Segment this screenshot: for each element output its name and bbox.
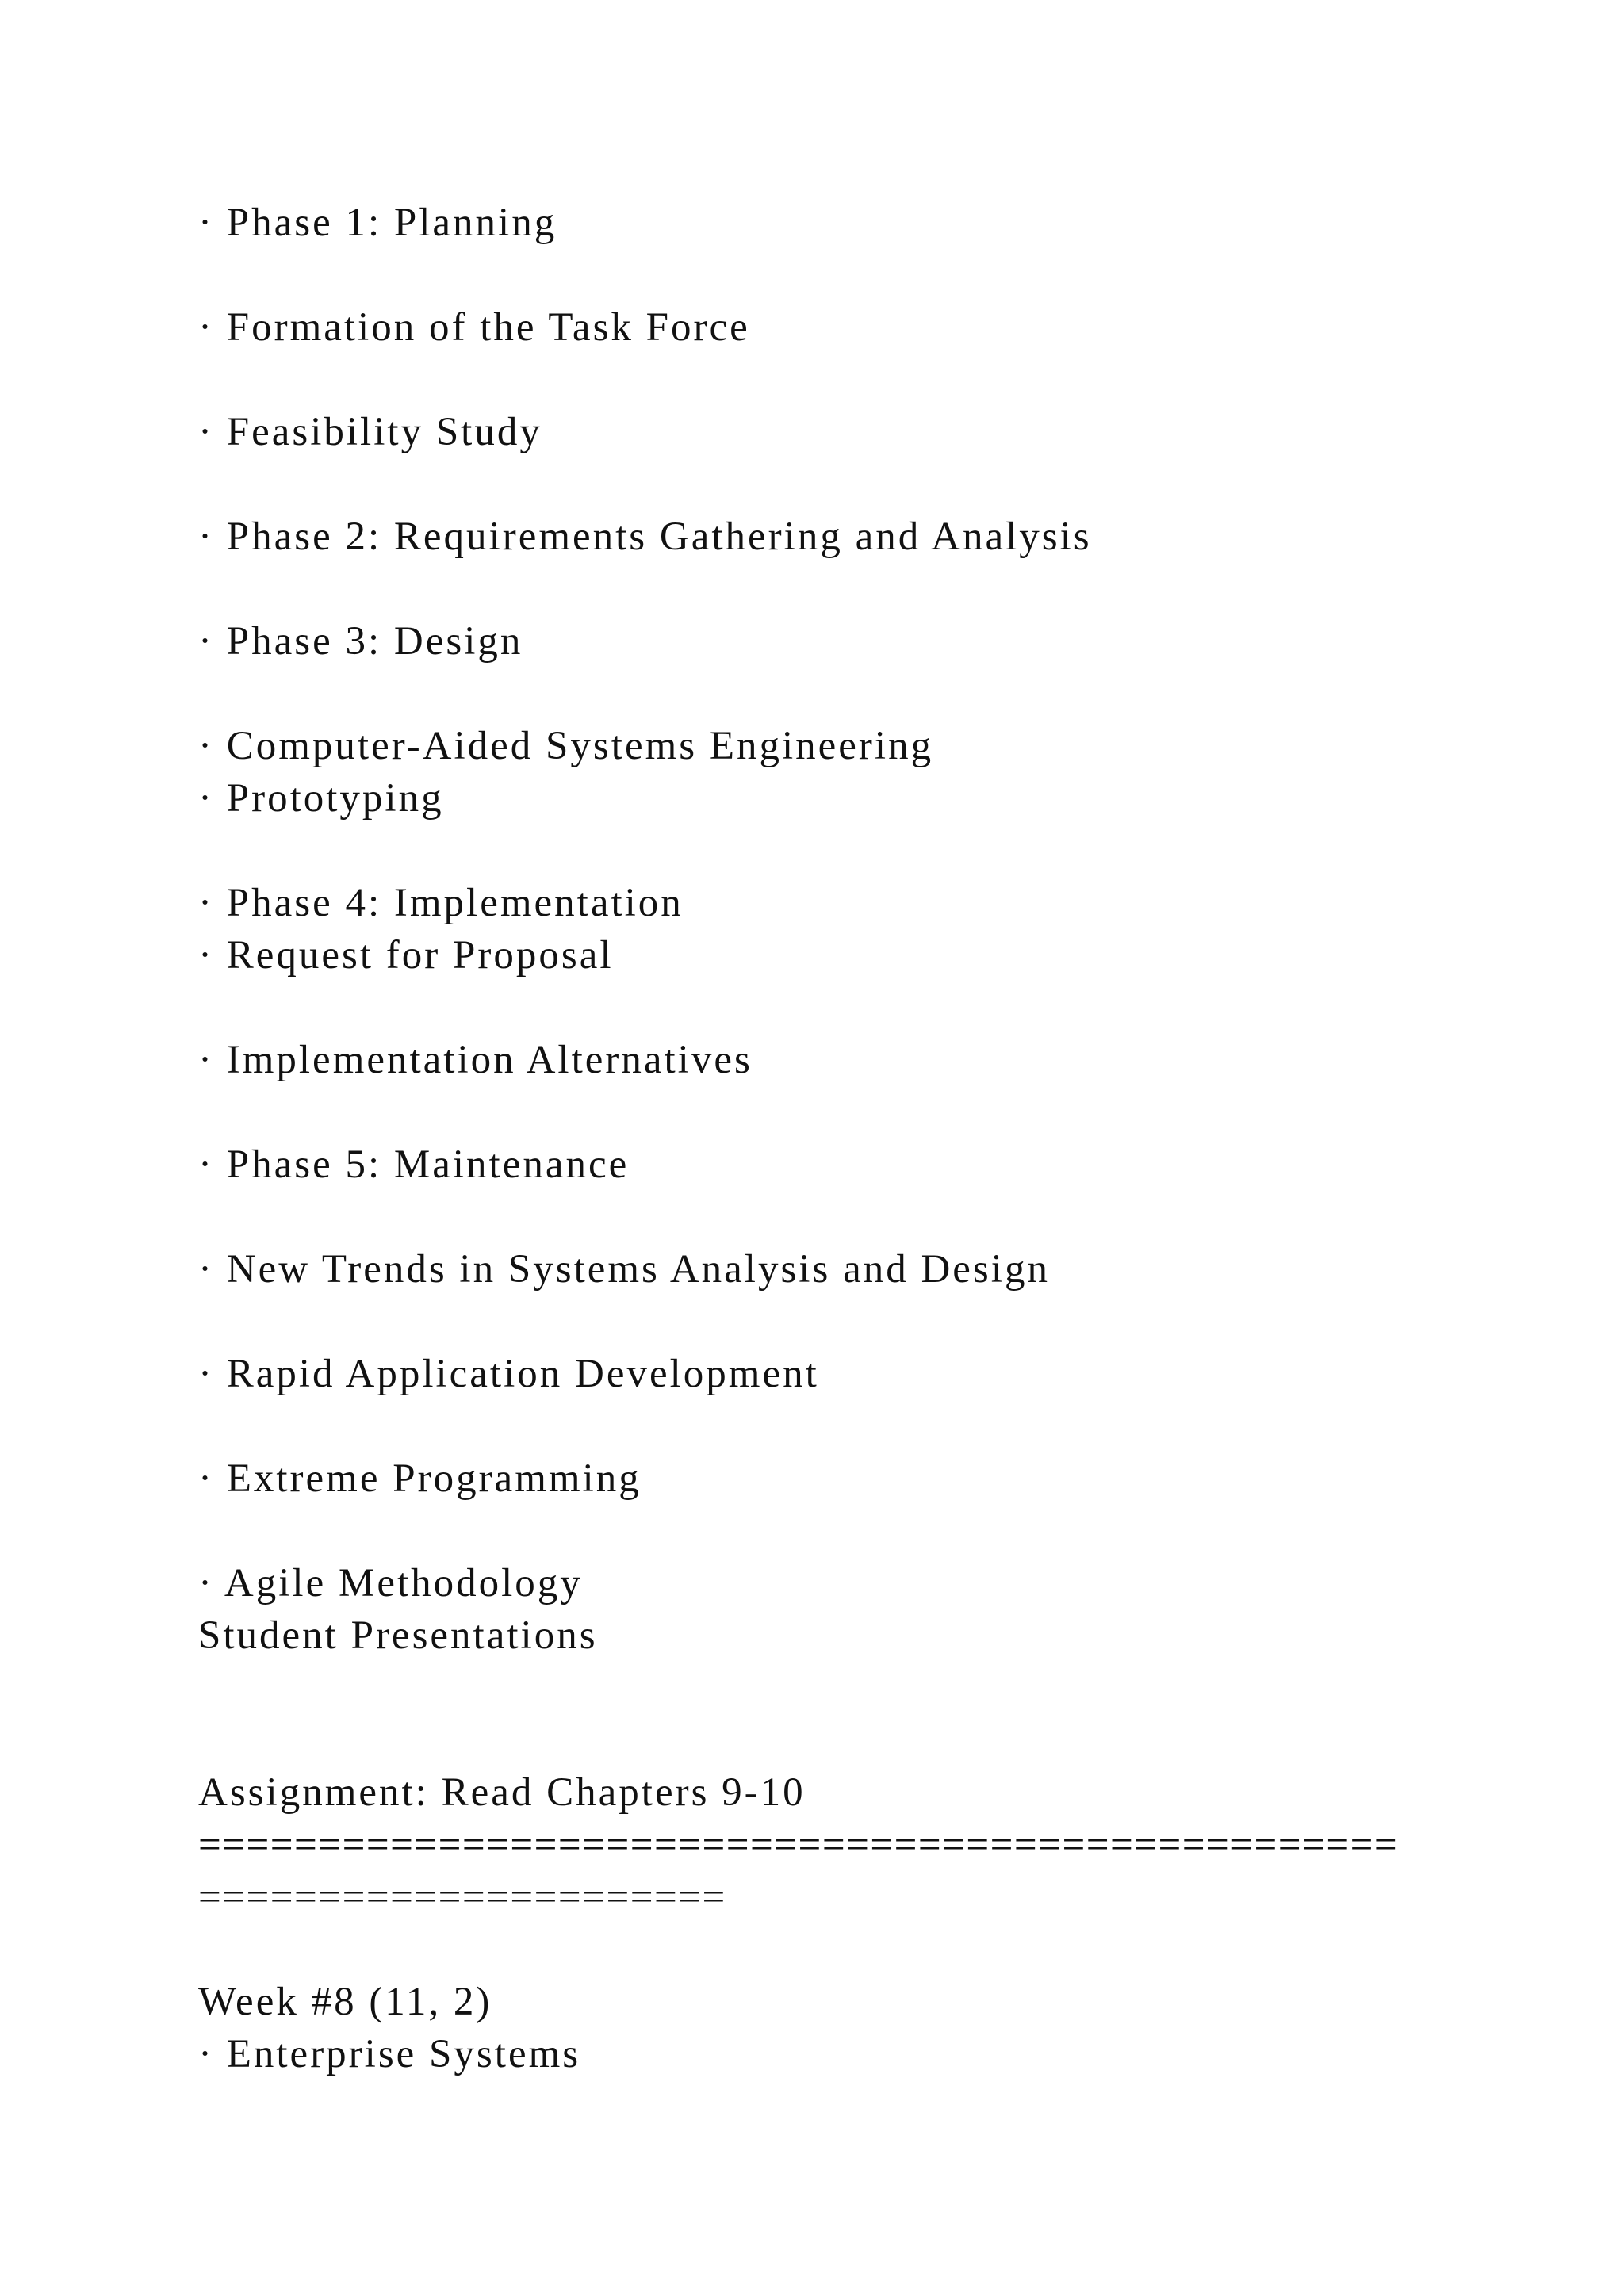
outline-item-extreme-programming: · Extreme Programming <box>198 1456 642 1501</box>
outline-item-new-trends: · New Trends in Systems Analysis and Design <box>198 1247 1050 1292</box>
outline-item-rad: · Rapid Application Development <box>198 1352 819 1396</box>
outline-item-enterprise-systems: · Enterprise Systems <box>198 2032 581 2076</box>
outline-item-phase-3: · Phase 3: Design <box>198 619 523 664</box>
outline-item-task-force: · Formation of the Task Force <box>198 305 750 350</box>
assignment-line: Assignment: Read Chapters 9-10 <box>198 1770 806 1815</box>
divider-rule-1: ================================================== <box>198 1823 1399 1867</box>
divider-rule-2: ====================== <box>198 1875 726 1919</box>
outline-item-phase-4: · Phase 4: Implementation <box>198 881 684 925</box>
outline-item-prototyping: · Prototyping <box>198 776 444 821</box>
outline-item-rfp: · Request for Proposal <box>198 933 614 978</box>
outline-item-phase-1: · Phase 1: Planning <box>198 201 557 245</box>
outline-item-case: · Computer-Aided Systems Engineering <box>198 724 934 768</box>
outline-item-agile: · Agile Methodology <box>198 1561 583 1605</box>
outline-item-feasibility-study: · Feasibility Study <box>198 410 542 454</box>
student-presentations: Student Presentations <box>198 1613 598 1658</box>
outline-item-implementation-alternatives: · Implementation Alternatives <box>198 1038 753 1082</box>
outline-item-phase-5: · Phase 5: Maintenance <box>198 1142 630 1187</box>
week-heading: Week #8 (11, 2) <box>198 1980 492 2024</box>
outline-item-phase-2: · Phase 2: Requirements Gathering and Analysis <box>198 515 1092 559</box>
